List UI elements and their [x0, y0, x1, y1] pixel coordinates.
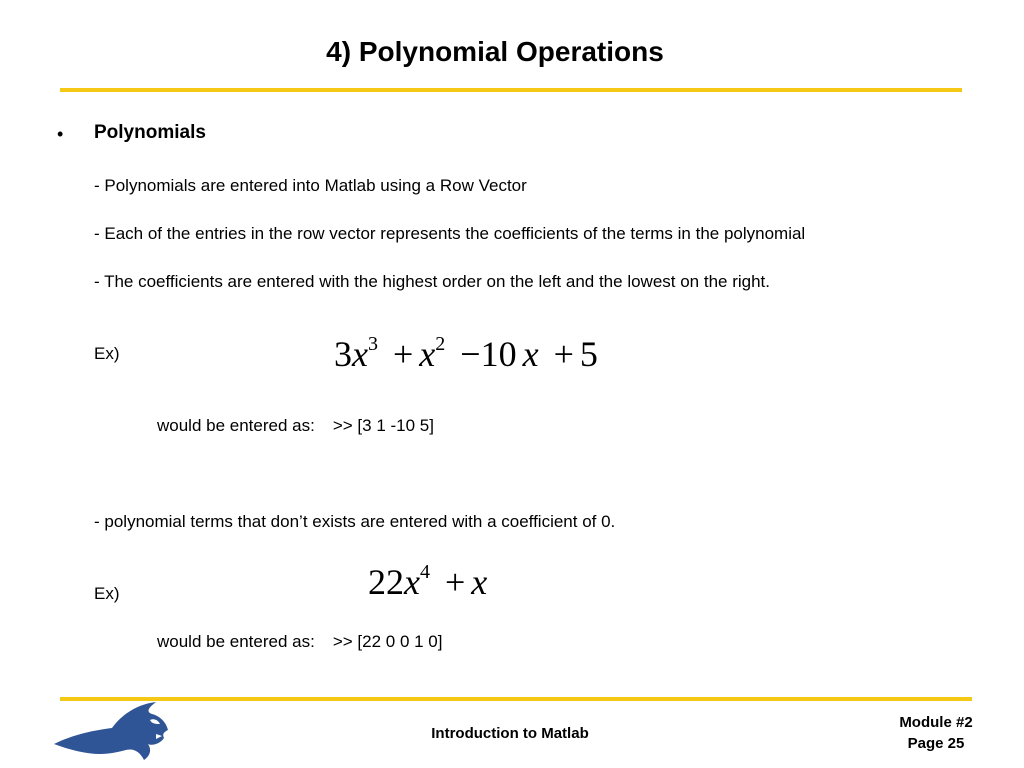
footer-module: Module #2 [899, 714, 973, 731]
footer-course-title: Introduction to Matlab [431, 725, 589, 742]
bullet-line-3: - The coefficients are entered with the highest order on the left and the lowest on the right. [94, 272, 771, 291]
note-line: - polynomial terms that don’t exists are entered with a coefficient of 0. [94, 512, 616, 531]
ex2-exp1: 4 [419, 561, 430, 583]
ex1-var2: x [419, 334, 436, 374]
footer-page-info [880, 712, 992, 754]
ex2-coef: 22 [368, 562, 404, 602]
top-divider [60, 88, 962, 92]
example-2-command: >> [22 0 0 1 0] [332, 632, 443, 651]
bullet-heading: Polynomials [94, 122, 206, 143]
ex1-op1: + [392, 334, 414, 374]
ex1-var1: x [352, 334, 368, 374]
wildcat-logo-icon [52, 700, 170, 762]
ex1-coef: 3 [334, 334, 352, 374]
bullet-marker: • [57, 124, 64, 144]
ex2-op1: + [444, 562, 466, 602]
ex1-exp1: 3 [367, 333, 378, 355]
ex1-op3: + [553, 334, 574, 374]
example-2-label: Ex) [94, 584, 120, 603]
example-1-polynomial [334, 334, 598, 372]
example-1-command: >> [3 1 -10 5] [332, 416, 434, 435]
bullet-line-1: - Polynomials are entered into Matlab using a Row Vector [94, 176, 527, 195]
bullet-line-2: - Each of the entries in the row vector represents the coefficients of the terms in the polynomial [94, 224, 806, 243]
ex1-const: 5 [579, 334, 598, 374]
bottom-divider [60, 697, 972, 701]
ex1-op2: −10 [460, 334, 517, 374]
example-1-label: Ex) [94, 344, 120, 363]
ex1-var3: x [522, 334, 539, 374]
ex2-var2: x [471, 562, 488, 602]
example-2-entered-label: would be entered as: [157, 632, 315, 651]
ex1-exp2: 2 [435, 333, 446, 355]
example-1-entry [157, 416, 434, 436]
example-2-polynomial [368, 562, 487, 600]
example-2-entry [157, 632, 443, 652]
example-1-entered-label: would be entered as: [157, 416, 315, 435]
slide-title: 4) Polynomial Operations [326, 36, 664, 67]
ex2-var1: x [404, 562, 420, 602]
footer-page-number: Page 25 [907, 735, 965, 752]
